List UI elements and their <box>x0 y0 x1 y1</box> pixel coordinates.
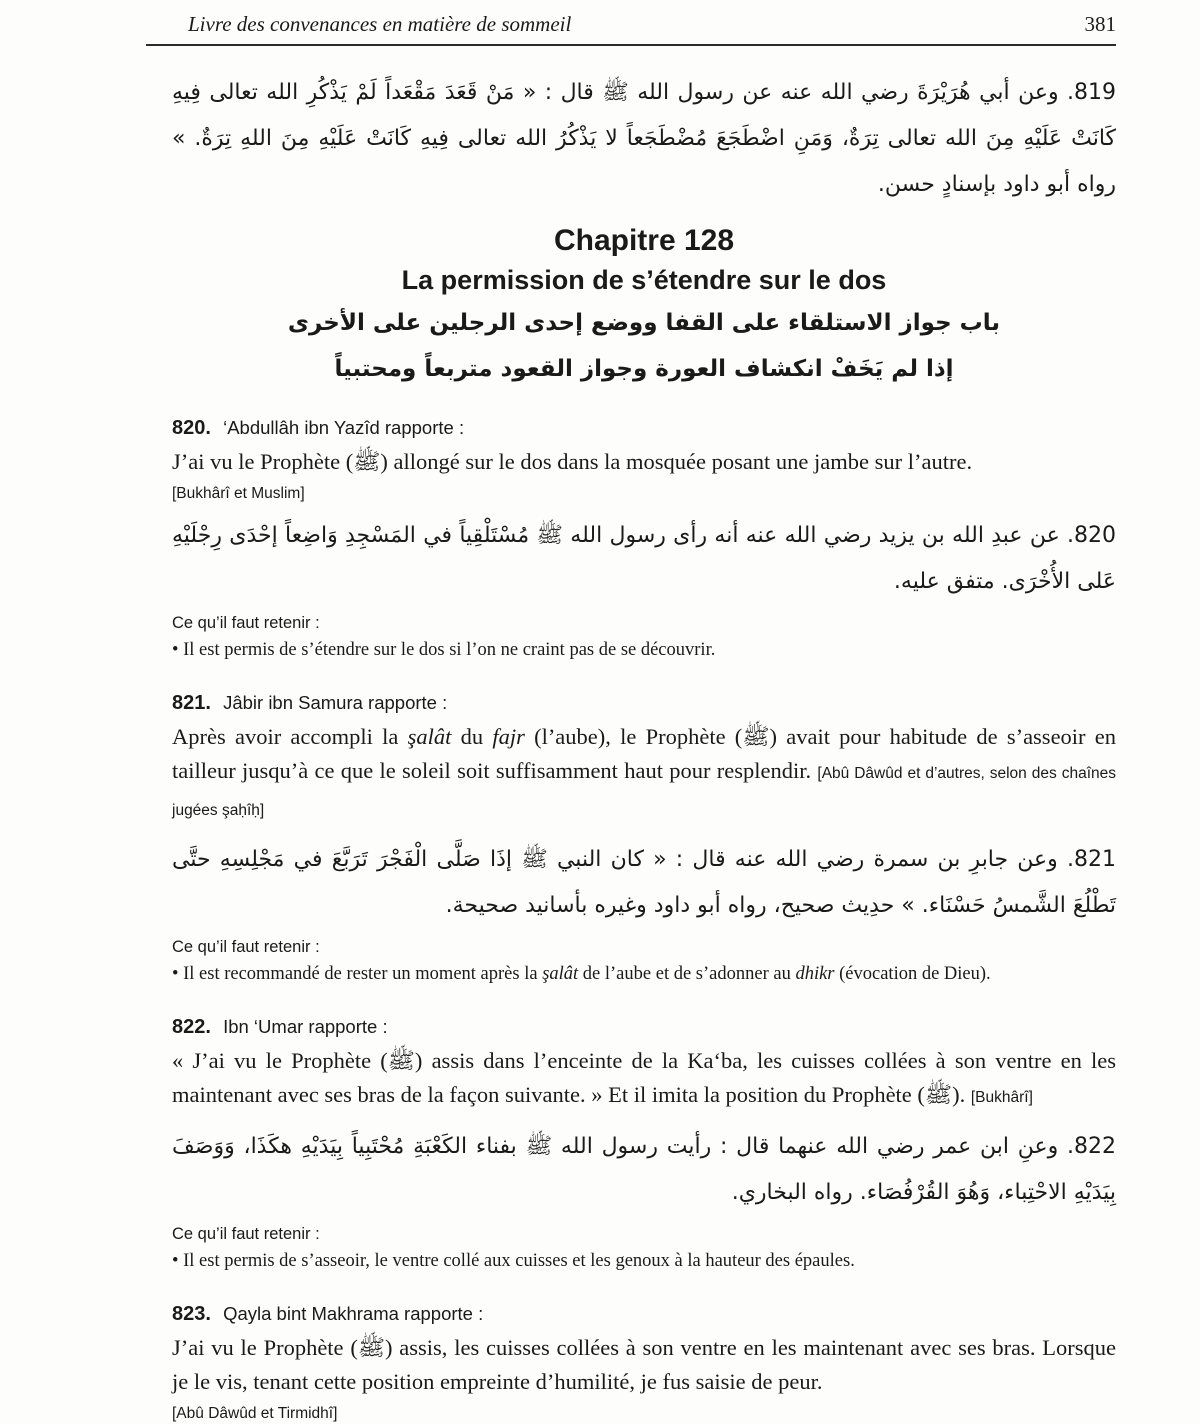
hadith-body-french: J’ai vu le Prophète (ﷺ) allongé sur le dos dans la mosquée posant une jambe sur l’autre. <box>172 449 973 474</box>
chapter-heading <box>172 224 1116 388</box>
retenir-bullet: • Il est recommandé de rester un moment après la şalât de l’aube et de s’adonner au dhikr (évocation de Dieu). <box>172 962 1116 987</box>
hadith-arabic: 822. وعنِ ابن عمر رضي الله عنهما قال : رأيت رسول الله ﷺ بفناء الكَعْبَةِ مُحْتَبِياً بِيَدَيْهِ هكَذَا، وَوَصَفَ بِيَدَيْهِ الاحْتِباء، وَهُوَ القُرْفُصَاء. رواه البخاري. <box>172 1134 1116 1205</box>
hadith-arabic: 820. عن عبدِ الله بن يزيد رضي الله عنه أنه رأى رسول الله ﷺ مُسْتَلْقِياً في المَسْجِدِ وَاضِعاً إحْدَى رِجْلَيْهِ عَلى الأُخْرَى. متفق عليه. <box>172 523 1116 594</box>
narrator-line <box>172 1302 1116 1326</box>
source-reference: [Abû Dâwûd et Tirmidhî] <box>172 1405 338 1422</box>
narrator-line <box>172 691 1116 715</box>
narrator-name: Qayla bint Makhrama rapporte : <box>223 1303 484 1324</box>
retenir-label: Ce qu’il faut retenir : <box>172 1225 320 1243</box>
retenir-label: Ce qu’il faut retenir : <box>172 938 320 956</box>
source-reference: [Bukhârî et Muslim] <box>172 485 305 502</box>
page-number: 381 <box>1084 12 1116 36</box>
hadith-arabic: 821. وعن جابرِ بن سمرة رضي الله عنه قال : « كان النبي ﷺ إذَا صَلَّى الْفَجْرَ تَرَبَّعَ في مَجْلِسِهِ حتَّى تَطْلُعَ الشَّمسُ حَسْنَاء. » حدِيث صحيح، رواه أبو داود وغيره بأسانيد صحيحة. <box>172 847 1116 918</box>
narrator-name: Jâbir ibn Samura rapporte : <box>223 692 448 713</box>
retenir-bullet: • Il est permis de s’asseoir, le ventre collé aux cuisses et les genoux à la hauteur des épaules. <box>172 1249 1116 1274</box>
hadith-819-arabic: 819. وعن أبي هُرَيْرَةَ رضي الله عنه عن رسول الله ﷺ قال : « مَنْ قَعَدَ مَقْعَداً لَمْ يَذْكُرِ الله تعالى فِيهِ كَانَتْ عَلَيْهِ مِنَ الله تعالى تِرَةٌ، وَمَنِ اضْطَجَعَ مُضْطَجَعاً لا يَذْكُرُ الله تعالى فِيهِ كَانَتْ عَلَيْهِ مِنَ اللهِ تِرَةٌ. » رواه أبو داود بإسنادٍ حسن. <box>172 80 1116 197</box>
hadith-822-section <box>172 1015 1116 1274</box>
chapter-title-arabic-line1: باب جواز الاستلقاء على القفا ووضع إحدى الرجلين على الأخرى <box>287 310 1001 336</box>
hadith-821-section <box>172 691 1116 987</box>
hadith-body-french: J’ai vu le Prophète (ﷺ) assis, les cuisses collées à son ventre en les maintenant avec ses bras. Lorsque je le vis, tenant cette position empreinte d’humilité, je fus saisie de peur. <box>172 1335 1116 1394</box>
narrator-name: Ibn ‘Umar rapporte : <box>223 1016 388 1037</box>
narrator-line <box>172 416 1116 440</box>
hadith-number: 820. <box>172 417 211 439</box>
hadith-body-french: Après avoir accompli la şalât du fajr (l’aube), le Prophète (ﷺ) avait pour habitude de s’asseoir en tailleur jusqu’à ce que le soleil soit suffisamment haut pour resplendir. [Abû Dâwûd et d’autres, selon des chaînes jugées şaḥîḥ] <box>172 724 1117 819</box>
chapter-title-french: La permission de s’étendre sur le dos <box>401 265 887 295</box>
hadith-820-section <box>172 416 1116 663</box>
running-book-title: Livre des convenances en matière de sommeil <box>188 12 572 36</box>
page-header <box>146 12 1116 46</box>
retenir-label: Ce qu’il faut retenir : <box>172 614 320 632</box>
hadith-number: 821. <box>172 692 211 714</box>
chapter-title-arabic-line2: إذا لم يَخَفْ انكشاف العورة وجواز القعود متربعاً ومحتبياً <box>334 356 954 382</box>
hadith-body-french: « J’ai vu le Prophète (ﷺ) assis dans l’enceinte de la Ka‘ba, les cuisses collées à son ventre en les maintenant avec ses bras de la façon suivante. » Et il imita la position du Prophète (ﷺ). [Bukhârî] <box>172 1048 1116 1107</box>
retenir-bullet: • Il est permis de s’étendre sur le dos si l’on ne craint pas de se découvrir. <box>172 638 1116 663</box>
narrator-name: ‘Abdullâh ibn Yazîd rapporte : <box>223 417 465 438</box>
narrator-line <box>172 1015 1116 1039</box>
hadith-number: 822. <box>172 1016 211 1038</box>
chapter-number: Chapitre 128 <box>553 224 735 257</box>
hadith-number: 823. <box>172 1303 211 1325</box>
hadith-823-section <box>172 1302 1116 1424</box>
